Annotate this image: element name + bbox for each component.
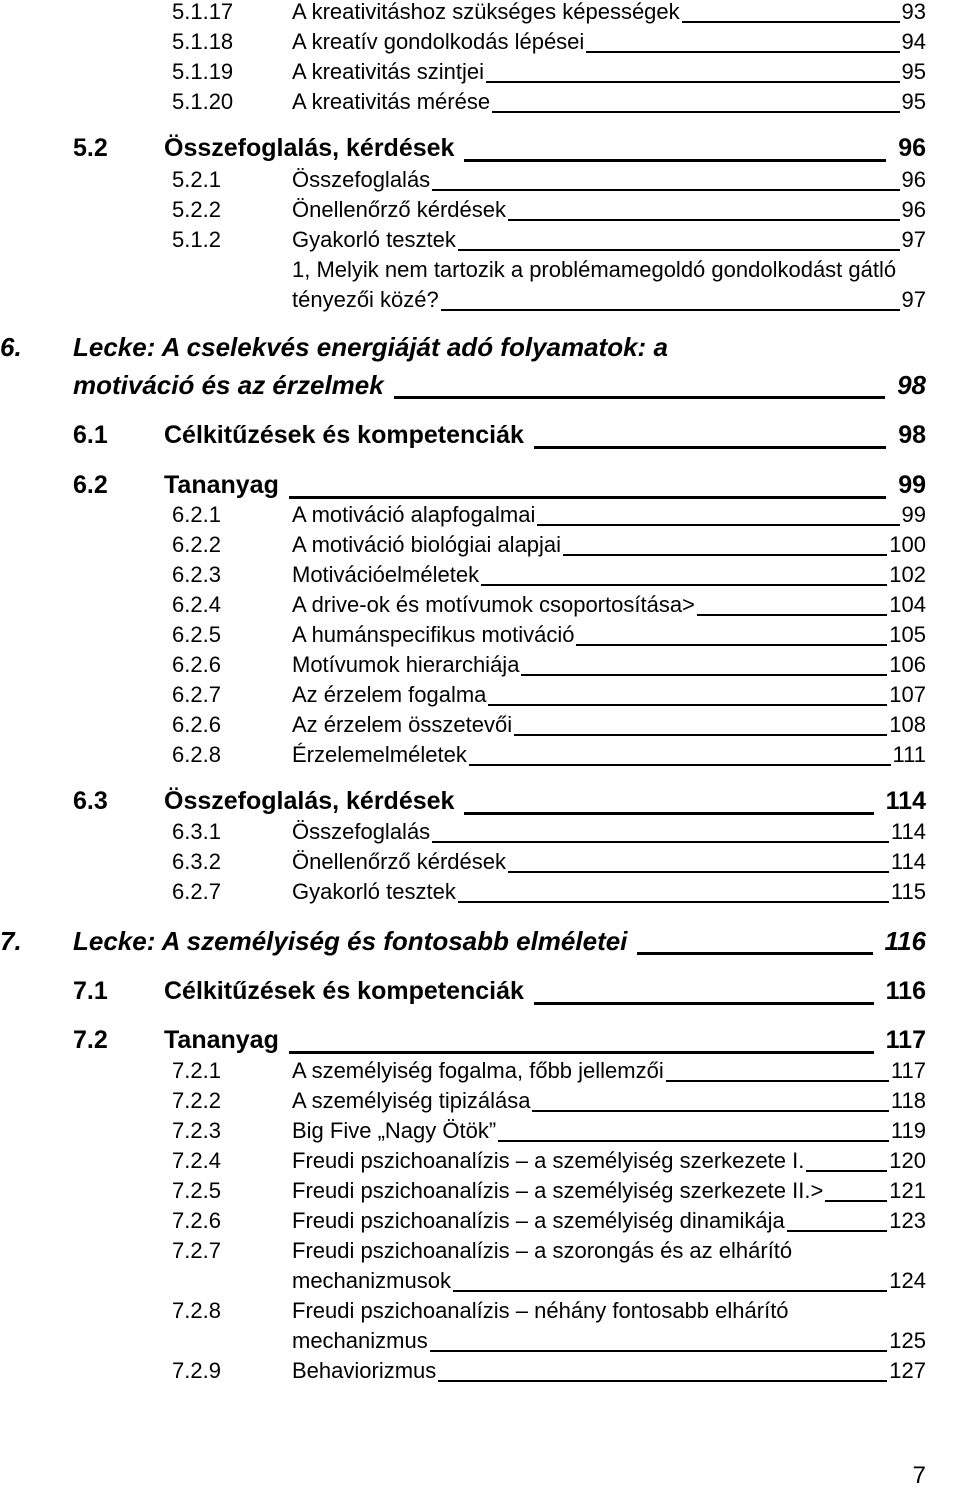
entry-number: 6.2.6 xyxy=(172,652,221,677)
leader-line xyxy=(488,704,887,706)
entry-title: Összefoglalás, kérdések xyxy=(164,787,455,815)
leader-line xyxy=(534,446,886,449)
entry-number: 7.2.2 xyxy=(172,1088,221,1113)
entry-number: 7.2.8 xyxy=(172,1298,221,1323)
entry-title: A motiváció biológiai alapjai xyxy=(292,532,562,557)
entry-number: 6.2.3 xyxy=(172,562,221,587)
entry-page: 98 xyxy=(898,421,926,449)
entry-page: 114 xyxy=(890,849,926,874)
entry-title: Érzelemelméletek xyxy=(292,742,467,767)
entry-page: 99 xyxy=(898,471,926,499)
entry-title: Behaviorizmus xyxy=(292,1358,437,1383)
entry-title: A kreativitás mérése xyxy=(292,89,491,114)
leader-line xyxy=(492,111,899,113)
entry-number: 6.2.1 xyxy=(172,502,221,527)
entry-number: 5.2 xyxy=(73,134,108,162)
entry-title: Az érzelem fogalma xyxy=(292,682,487,707)
leader-line xyxy=(289,1051,874,1054)
leader-line xyxy=(486,81,900,83)
entry-number: 6.2.7 xyxy=(172,682,221,707)
entry-number: 6.2.5 xyxy=(172,622,221,647)
entry-number: 7.1 xyxy=(73,977,108,1005)
leader-line xyxy=(498,1140,889,1142)
entry-page: 114 xyxy=(885,787,926,815)
entry-title: Célkitűzések és kompetenciák xyxy=(164,977,524,1005)
entry-number: 6.3.2 xyxy=(172,849,221,874)
entry-page: 97 xyxy=(901,287,926,312)
leader-line xyxy=(432,189,899,191)
leader-line xyxy=(458,249,900,251)
entry-title: Freudi pszichoanalízis – a személyiség szerkezete II.> xyxy=(292,1178,824,1203)
entry-number: 5.1.20 xyxy=(172,89,234,114)
entry-number: 7.2.4 xyxy=(172,1148,221,1173)
entry-title: A személyiség fogalma, főbb jellemzői xyxy=(292,1058,664,1083)
entry-number: 5.1.19 xyxy=(172,59,234,84)
entry-page: 117 xyxy=(890,1058,926,1083)
entry-title: Összefoglalás, kérdések xyxy=(164,134,455,162)
entry-page: 124 xyxy=(889,1268,926,1293)
entry-title: A személyiség tipizálása xyxy=(292,1088,531,1113)
entry-number: 7.2.6 xyxy=(172,1208,221,1233)
entry-page: 119 xyxy=(890,1118,926,1143)
entry-title: tényezői közé? xyxy=(292,287,439,312)
entry-number: 5.2.2 xyxy=(172,197,221,222)
entry-title: A kreativitás szintjei xyxy=(292,59,484,84)
entry-page: 93 xyxy=(901,0,926,24)
entry-title: Önellenőrző kérdések xyxy=(292,197,507,222)
entry-title: motiváció és az érzelmek xyxy=(73,370,384,400)
entry-number: 7. xyxy=(0,926,22,956)
entry-number: 6.2.2 xyxy=(172,532,221,557)
entry-number: 6. xyxy=(0,332,22,362)
entry-number: 6.2 xyxy=(73,471,108,499)
page-number: 7 xyxy=(912,1462,926,1489)
entry-page: 100 xyxy=(889,532,926,557)
entry-page: 95 xyxy=(901,89,926,114)
entry-title: mechanizmusok xyxy=(292,1268,451,1293)
leader-line xyxy=(430,1350,888,1352)
entry-number: 6.2.7 xyxy=(172,879,221,904)
entry-page: 98 xyxy=(897,370,926,400)
entry-page: 118 xyxy=(890,1088,926,1113)
entry-title: Önellenőrző kérdések xyxy=(292,849,507,874)
entry-page: 106 xyxy=(889,652,926,677)
entry-title: Freudi pszichoanalízis – a személyiség dinamikája xyxy=(292,1208,785,1233)
leader-line xyxy=(534,1002,874,1005)
entry-number: 7.2.9 xyxy=(172,1358,221,1383)
entry-title: A motiváció alapfogalmai xyxy=(292,502,536,527)
leader-line xyxy=(521,674,887,676)
entry-title: Összefoglalás xyxy=(292,819,431,844)
leader-line xyxy=(806,1170,887,1172)
entry-page: 114 xyxy=(890,819,926,844)
leader-line xyxy=(825,1200,887,1202)
entry-page: 96 xyxy=(898,134,926,162)
entry-page: 125 xyxy=(889,1328,926,1353)
entry-page: 117 xyxy=(885,1026,926,1054)
leader-line xyxy=(464,812,873,815)
leader-line xyxy=(682,21,900,23)
entry-title: Összefoglalás xyxy=(292,167,431,192)
leader-line xyxy=(464,159,886,162)
entry-page: 116 xyxy=(885,977,926,1005)
entry-page: 120 xyxy=(889,1148,926,1173)
entry-number: 7.2.1 xyxy=(172,1058,221,1083)
entry-number: 5.1.17 xyxy=(172,0,234,24)
leader-line xyxy=(586,51,899,53)
leader-line xyxy=(537,524,899,526)
entry-title: Big Five „Nagy Ötök” xyxy=(292,1118,497,1143)
entry-page: 127 xyxy=(889,1358,926,1383)
leader-line xyxy=(563,554,887,556)
entry-title: A humánspecifikus motiváció xyxy=(292,622,575,647)
entry-title: A kreativitáshoz szükséges képességek xyxy=(292,0,680,24)
entry-title: Lecke: A cselekvés energiáját adó folyamatok: a xyxy=(73,332,668,362)
entry-page: 105 xyxy=(889,622,926,647)
entry-page: 95 xyxy=(901,59,926,84)
leader-line xyxy=(576,644,887,646)
entry-title: Freudi pszichoanalízis – a személyiség szerkezete I. xyxy=(292,1148,805,1173)
entry-number: 6.3.1 xyxy=(172,819,221,844)
entry-page: 121 xyxy=(889,1178,926,1203)
entry-number: 7.2.5 xyxy=(172,1178,221,1203)
entry-title: mechanizmus xyxy=(292,1328,428,1353)
leader-line xyxy=(458,901,889,903)
entry-number: 6.2.4 xyxy=(172,592,221,617)
entry-title: Tananyag xyxy=(164,1026,279,1054)
entry-title: Lecke: A személyiség és fontosabb elméletei xyxy=(73,926,628,956)
entry-title: Tananyag xyxy=(164,471,279,499)
entry-number: 5.1.18 xyxy=(172,29,234,54)
entry-title: Motivációelméletek xyxy=(292,562,480,587)
entry-page: 102 xyxy=(889,562,926,587)
entry-page: 96 xyxy=(901,167,926,192)
entry-page: 115 xyxy=(890,879,926,904)
entry-page: 116 xyxy=(884,926,926,956)
entry-number: 6.2.6 xyxy=(172,712,221,737)
entry-number: 7.2.3 xyxy=(172,1118,221,1143)
entry-number: 5.1.2 xyxy=(172,227,221,252)
entry-title: Freudi pszichoanalízis – néhány fontosabb elhárító xyxy=(292,1298,789,1323)
entry-title: 1, Melyik nem tartozik a problémamegoldó gondolkodást gátló xyxy=(292,257,897,282)
leader-line xyxy=(514,734,887,736)
leader-line xyxy=(532,1110,888,1112)
entry-title: Célkitűzések és kompetenciák xyxy=(164,421,524,449)
leader-line xyxy=(637,952,872,955)
entry-page: 97 xyxy=(901,227,926,252)
entry-page: 107 xyxy=(889,682,926,707)
leader-line xyxy=(453,1290,887,1292)
entry-title: Freudi pszichoanalízis – a szorongás és az elhárító xyxy=(292,1238,793,1263)
entry-page: 104 xyxy=(889,592,926,617)
entry-page: 111 xyxy=(892,742,926,767)
leader-line xyxy=(469,764,891,766)
leader-line xyxy=(508,219,900,221)
leader-line xyxy=(787,1230,887,1232)
leader-line xyxy=(481,584,887,586)
entry-title: Gyakorló tesztek xyxy=(292,879,456,904)
leader-line xyxy=(438,1380,887,1382)
entry-number: 7.2.7 xyxy=(172,1238,221,1263)
entry-number: 5.2.1 xyxy=(172,167,221,192)
leader-line xyxy=(394,396,885,399)
entry-title: Motívumok hierarchiája xyxy=(292,652,520,677)
leader-line xyxy=(432,841,889,843)
entry-number: 6.3 xyxy=(73,787,108,815)
leader-line xyxy=(441,309,900,311)
entry-title: A drive-ok és motívumok csoportosítása> xyxy=(292,592,695,617)
entry-page: 96 xyxy=(901,197,926,222)
leader-line xyxy=(697,614,887,616)
entry-title: Az érzelem összetevői xyxy=(292,712,513,737)
entry-page: 123 xyxy=(889,1208,926,1233)
entry-number: 6.1 xyxy=(73,421,108,449)
leader-line xyxy=(508,871,889,873)
entry-page: 108 xyxy=(889,712,926,737)
entry-page: 99 xyxy=(901,502,926,527)
entry-number: 6.2.8 xyxy=(172,742,221,767)
entry-page: 94 xyxy=(901,29,926,54)
entry-title: A kreatív gondolkodás lépései xyxy=(292,29,585,54)
leader-line xyxy=(666,1080,889,1082)
entry-number: 7.2 xyxy=(73,1026,108,1054)
leader-line xyxy=(289,496,886,499)
entry-title: Gyakorló tesztek xyxy=(292,227,456,252)
